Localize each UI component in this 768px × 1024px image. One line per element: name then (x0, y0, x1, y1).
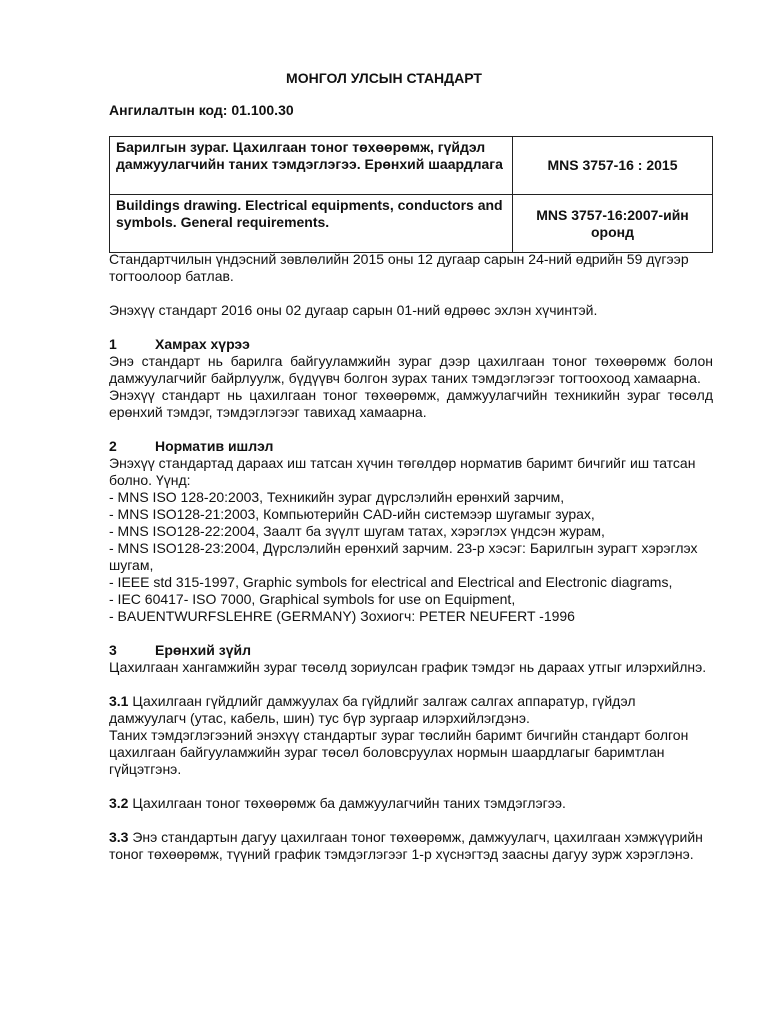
standard-header-table (109, 136, 713, 253)
document-title: МОНГОЛ УЛСЫН СТАНДАРТ (286, 70, 482, 86)
document-body (109, 251, 713, 863)
replaces-standard: MNS 3757-16:2007-ийн оронд (513, 195, 713, 253)
clause-number: 3.2 (109, 795, 129, 811)
section-title: Норматив ишлэл (155, 438, 274, 454)
clause-text: Цахилгаан гүйдлийг дамжуулах ба гүйдлийг залгаж салгах аппаратур, гүйдэл дамжуулагч (утас, кабель, шин) тус бүр зургаар илэрхийлэгдэнэ. (109, 693, 636, 726)
approval-text: Стандартчилын үндэсний зөвлөлийн 2015 оны 12 дугаар сарын 24-ний өдрийн 59 дүгээр тогтоолоор батлав. (109, 251, 689, 284)
reference-item: - MNS ISO128-23:2004, Дүрслэлийн ерөнхий зарчим. 23-р хэсэг: Барилгын зурагт хэрэглэх шугам, (109, 540, 698, 573)
clause-3-1-continued: Таних тэмдэглэгээний энэхүү стандартыг зураг төслийн баримт бичгийн стандарт болгон цахилгаан байгууламжийн зураг төсөл боловсруулах нормын шаардлагыг баримтлан гүйцэтгэнэ. (109, 727, 689, 777)
clause-text: Энэ стандартын дагуу цахилгаан тоног төхөөрөмж, дамжуулагч, цахилгаан хэмжүүрийн тоног төхөөрөмж, түүний график тэмдэглэгээг 1-р хүснэгтэд заасны дагуу зурж хэрэглэнэ. (109, 829, 703, 862)
reference-item: - MNS ISO128-22:2004, Заалт ба зүүлт шугам татах, хэрэглэх үндсэн журам, (109, 523, 605, 539)
section-3-heading (109, 642, 713, 659)
clause-3-1 (109, 693, 713, 727)
section-2-intro: Энэхүү стандартад дараах иш татсан хүчин төгөлдөр норматив баримт бичгийг иш татсан болно. Үүнд: (109, 455, 696, 488)
clause-number: 3.1 (109, 693, 129, 709)
standard-number: MNS 3757-16 : 2015 (513, 137, 713, 195)
section-1-paragraph: Энэхүү стандарт нь цахилгаан тоног төхөөрөмж, дамжуулагчийн техникийн зураг төсөлд ерөнхий тэмдэг, тэмдэглэгээг тавихад хамаарна. (109, 387, 713, 420)
section-number: 3 (109, 642, 117, 658)
classification-code: Ангилалтын код: 01.100.30 (109, 102, 294, 118)
section-title: Ерөнхий зүйл (155, 642, 252, 658)
clause-text: Цахилгаан тоног төхөөрөмж ба дамжуулагчийн таних тэмдэглэгээ. (128, 795, 566, 811)
clause-number: 3.3 (109, 829, 129, 845)
clause-3-2 (109, 795, 713, 812)
reference-item: - IEC 60417- ISO 7000, Graphical symbols for use on Equipment, (109, 591, 516, 607)
title-mongolian: Барилгын зураг. Цахилгаан тоног төхөөрөмж, гүйдэл дамжуулагчийн таних тэмдэглэгээ. Ерөнхий шаардлага (110, 137, 513, 195)
reference-item: - MNS ISO128-21:2003, Компьютерийн CAD-ийн системээр шугамыг зурах, (109, 506, 595, 522)
reference-item: - MNS ISO 128-20:2003, Техникийн зураг дүрслэлийн ерөнхий зарчим, (109, 489, 565, 505)
section-title: Хамрах хүрээ (155, 336, 250, 352)
title-english: Buildings drawing. Electrical equipments, conductors and symbols. General requirements. (110, 195, 513, 253)
section-3-intro: Цахилгаан хангамжийн зураг төсөлд зориулсан график тэмдэг нь дараах утгыг илэрхийлнэ. (109, 659, 707, 675)
clause-3-3 (109, 829, 713, 863)
reference-item: - BAUENTWURFSLEHRE (GERMANY) Зохиогч: PETER NEUFERT -1996 (109, 608, 575, 624)
effective-date-text: Энэхүү стандарт 2016 оны 02 дугаар сарын 01-ний өдрөөс эхлэн хүчинтэй. (109, 302, 598, 318)
section-1-heading (109, 336, 713, 353)
reference-item: - IEEE std 315-1997, Graphic symbols for electrical and Electrical and Electronic diagrams, (109, 574, 673, 590)
section-2-heading (109, 438, 713, 455)
section-1-paragraph: Энэ стандарт нь барилга байгууламжийн зураг дээр цахилгаан тоног төхөөрөмж болон дамжуулагчийг байрлуулж, бүдүүвч болгон зурах таних тэмдэглэгээг тогтоохоод хамаарна. (109, 353, 713, 386)
section-number: 2 (109, 438, 117, 454)
section-number: 1 (109, 336, 117, 352)
